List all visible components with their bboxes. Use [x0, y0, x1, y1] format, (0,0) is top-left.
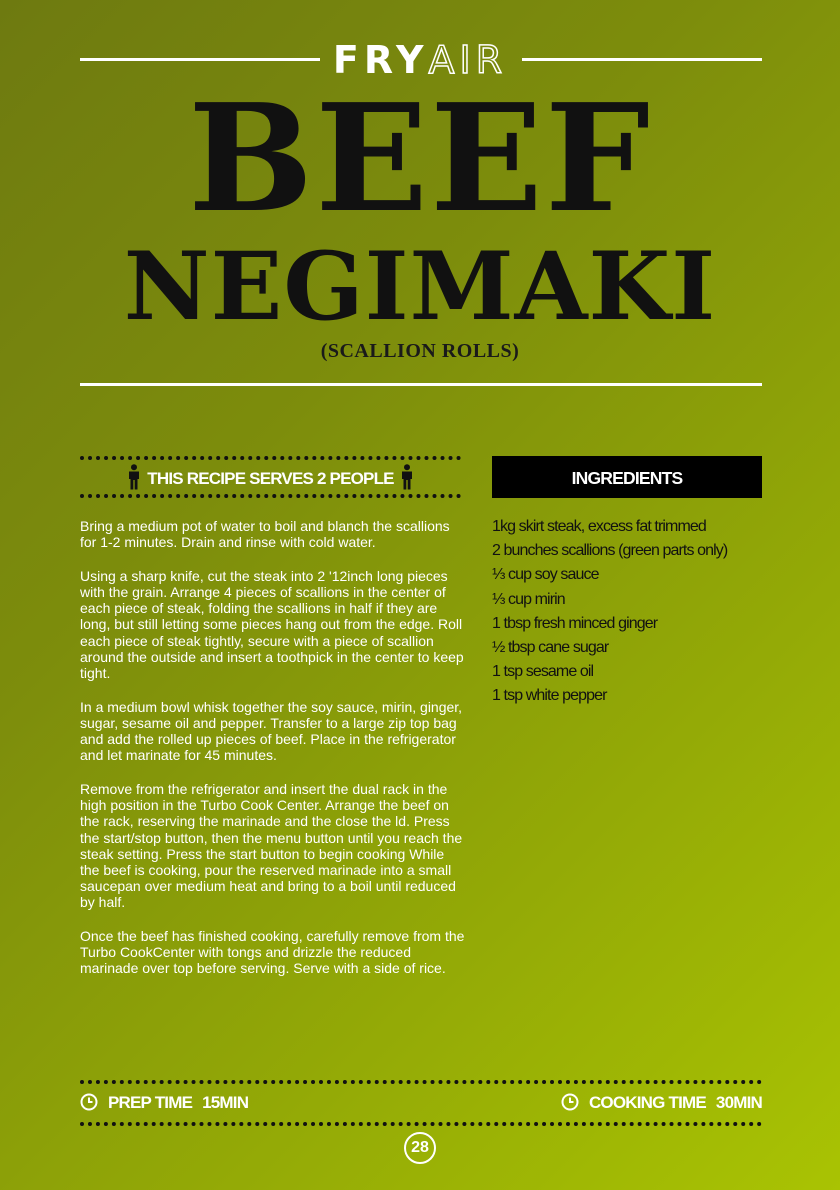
method-paragraph: In a medium bowl whisk together the soy sauce, mirin, ginger, sugar, sesame oil and pepper. Transfer to a large zip top bag and add the rolled up pieces of beef. Place in the refrigerator and let marinate for 45 minutes.	[80, 698, 463, 764]
page-number: 28	[404, 1132, 436, 1164]
person-icon	[127, 464, 141, 490]
method-paragraph: Using a sharp knife, cut the steak into 2 '12inch long pieces with the grain. Arrange 4 pieces of scallions in the center of each piece of steak, folding the scallions in half if they are long, but still letting some pieces hang out from the edge. Roll each piece of steak tightly, secure with a piece of scallion around the outside and insert a toothpick in the center to keep tight.	[80, 568, 464, 681]
recipe-subtitle: (SCALLION ROLLS)	[320, 340, 520, 362]
method-text	[80, 518, 465, 994]
serves-text: THIS RECIPE SERVES 2 PEOPLE	[147, 469, 394, 488]
ingredient-item: ⅓ cup mirin	[492, 590, 565, 608]
method-paragraph: Bring a medium pot of water to boil and blanch the scallions for 1-2 minutes. Drain and rinse with cold water.	[80, 518, 450, 551]
ingredient-item: 2 bunches scallions (green parts only)	[492, 542, 728, 560]
ingredient-item: 1kg skirt steak, excess fat trimmed	[492, 518, 706, 535]
prep-time	[80, 1090, 248, 1116]
footer-dotted-rule-bottom	[80, 1122, 762, 1126]
method-paragraph: Once the beef has finished cooking, carefully remove from the Turbo CookCenter with tongs and drizzle the reduced marinade over top before serving. Serve with a side of rice.	[80, 927, 465, 977]
ingredient-item: 1 tbsp fresh minced ginger	[492, 614, 658, 632]
cooking-time-value: 30MIN	[715, 1093, 762, 1112]
recipe-title-line-2: NEGIMAKI	[123, 232, 717, 342]
cooking-time-label: COOKING TIME	[588, 1093, 706, 1112]
serves-banner	[80, 464, 461, 494]
brand-logo-air: AIR	[428, 38, 508, 82]
prep-time-label: PREP TIME	[108, 1093, 193, 1112]
ingredients-header: INGREDIENTS	[492, 456, 762, 498]
clock-icon	[80, 1093, 98, 1111]
ingredient-item: ⅓ cup soy sauce	[492, 566, 599, 584]
ingredient-item: ½ tbsp cane sugar	[492, 639, 609, 657]
ingredient-item: 1 tsp sesame oil	[492, 663, 594, 681]
ingredient-item: 1 tsp white pepper	[492, 687, 607, 705]
serves-dotted-rule-bottom	[80, 494, 461, 498]
method-paragraph: Remove from the refrigerator and insert the dual rack in the high position in the Turbo Cook Center. Arrange the beef on the rack, reserving the marinade and the close the ld. Press the start/stop button, then the menu button until you reach the steak setting. Press the start button to begin cooking While the beef is cooking, pour the reserved marinade into a small saucepan over medium heat and bring to a boil until reduced by half.	[80, 781, 463, 910]
clock-icon	[561, 1093, 579, 1111]
serves-dotted-rule-top	[80, 456, 461, 460]
person-icon	[400, 464, 414, 490]
brand-logo-fry: FRY	[332, 38, 429, 82]
prep-time-value: 15MIN	[202, 1093, 249, 1112]
title-rule	[80, 383, 762, 386]
footer-dotted-rule-top	[80, 1080, 762, 1084]
recipe-title-line-1: BEEF	[188, 71, 652, 245]
cooking-time	[561, 1090, 762, 1116]
ingredients-list	[492, 515, 782, 709]
